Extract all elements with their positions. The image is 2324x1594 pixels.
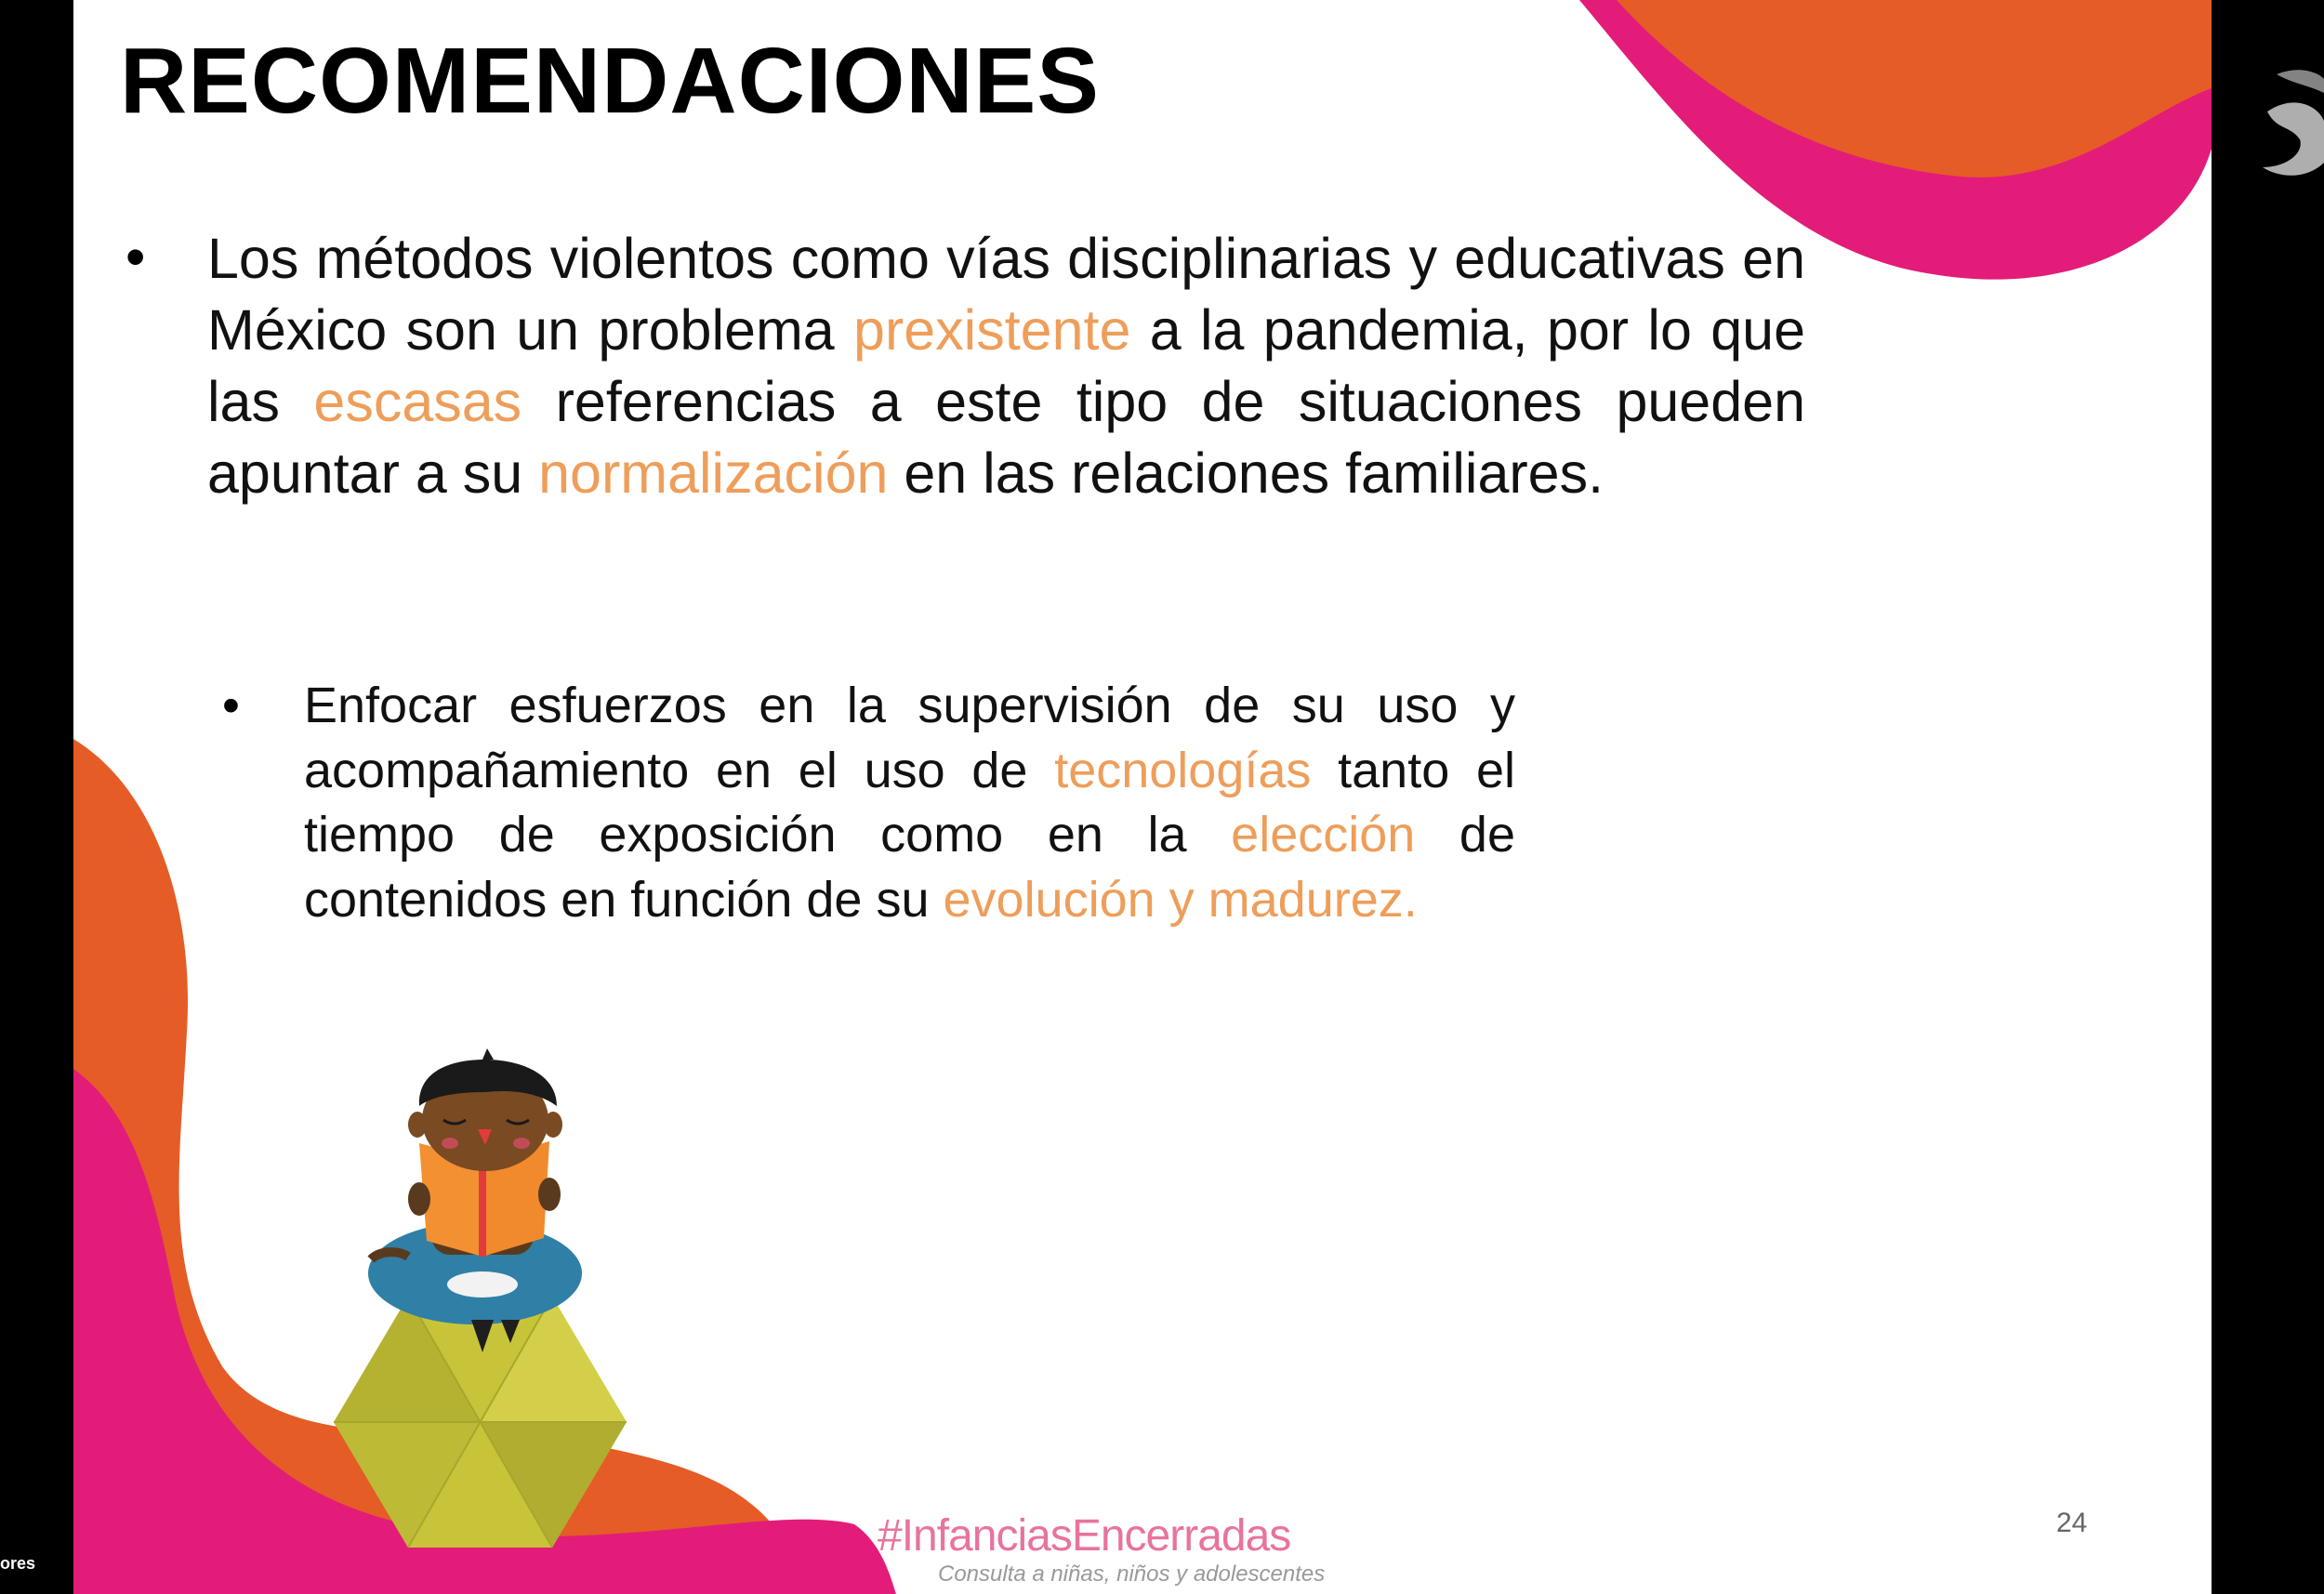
slide-title: RECOMENDACIONES [120,29,1100,133]
swirl-icon [2212,0,2324,204]
bullet-1-segment: Los métodos violentos como vías disciplinarias y educativas en México son un problema [207,227,1805,362]
child-reading-illustration [368,1048,582,1352]
bullet-1-segment: a la pandemia, por lo que las [207,298,1806,433]
page-number: 24 [2056,1508,2088,1538]
bullet-2-segment: Enfocar esfuerzos en la supervisión de su uso y acompañamiento en el uso de [304,678,1515,798]
footer-tagline: Consulta a niñas, niños y adolescentes [938,1561,1326,1587]
highlight-normalizacion: normalización [538,441,889,505]
right-black-bar [2212,0,2324,1594]
bullet-1-marker: • [125,225,146,288]
bullet-2-marker: • [222,678,240,733]
footer-hashtag: #InfanciasEncerradas [878,1511,1291,1561]
bullet-2-segment: tanto el tiempo de exposición como en la [304,742,1516,863]
bullet-1-segment: en las relaciones familiares. [888,441,1604,505]
highlight-prexistente: prexistente [853,298,1131,362]
left-edge-text: ores [0,1554,36,1573]
highlight-escasas: escasas [313,370,522,433]
slide [73,0,2212,1594]
highlight-tecnologias: tecnologías [1054,742,1312,798]
bullet-2-text [304,674,1515,932]
highlight-eleccion: elección [1231,807,1416,863]
bullet-1-text [207,223,1805,509]
highlight-evolucion-madurez: evolución y madurez. [943,871,1418,928]
bullet-2-segment: de contenidos en función de su [304,807,1515,928]
bullet-1-segment: referencias a este tipo de situaciones pueden apuntar a su [207,370,1805,505]
